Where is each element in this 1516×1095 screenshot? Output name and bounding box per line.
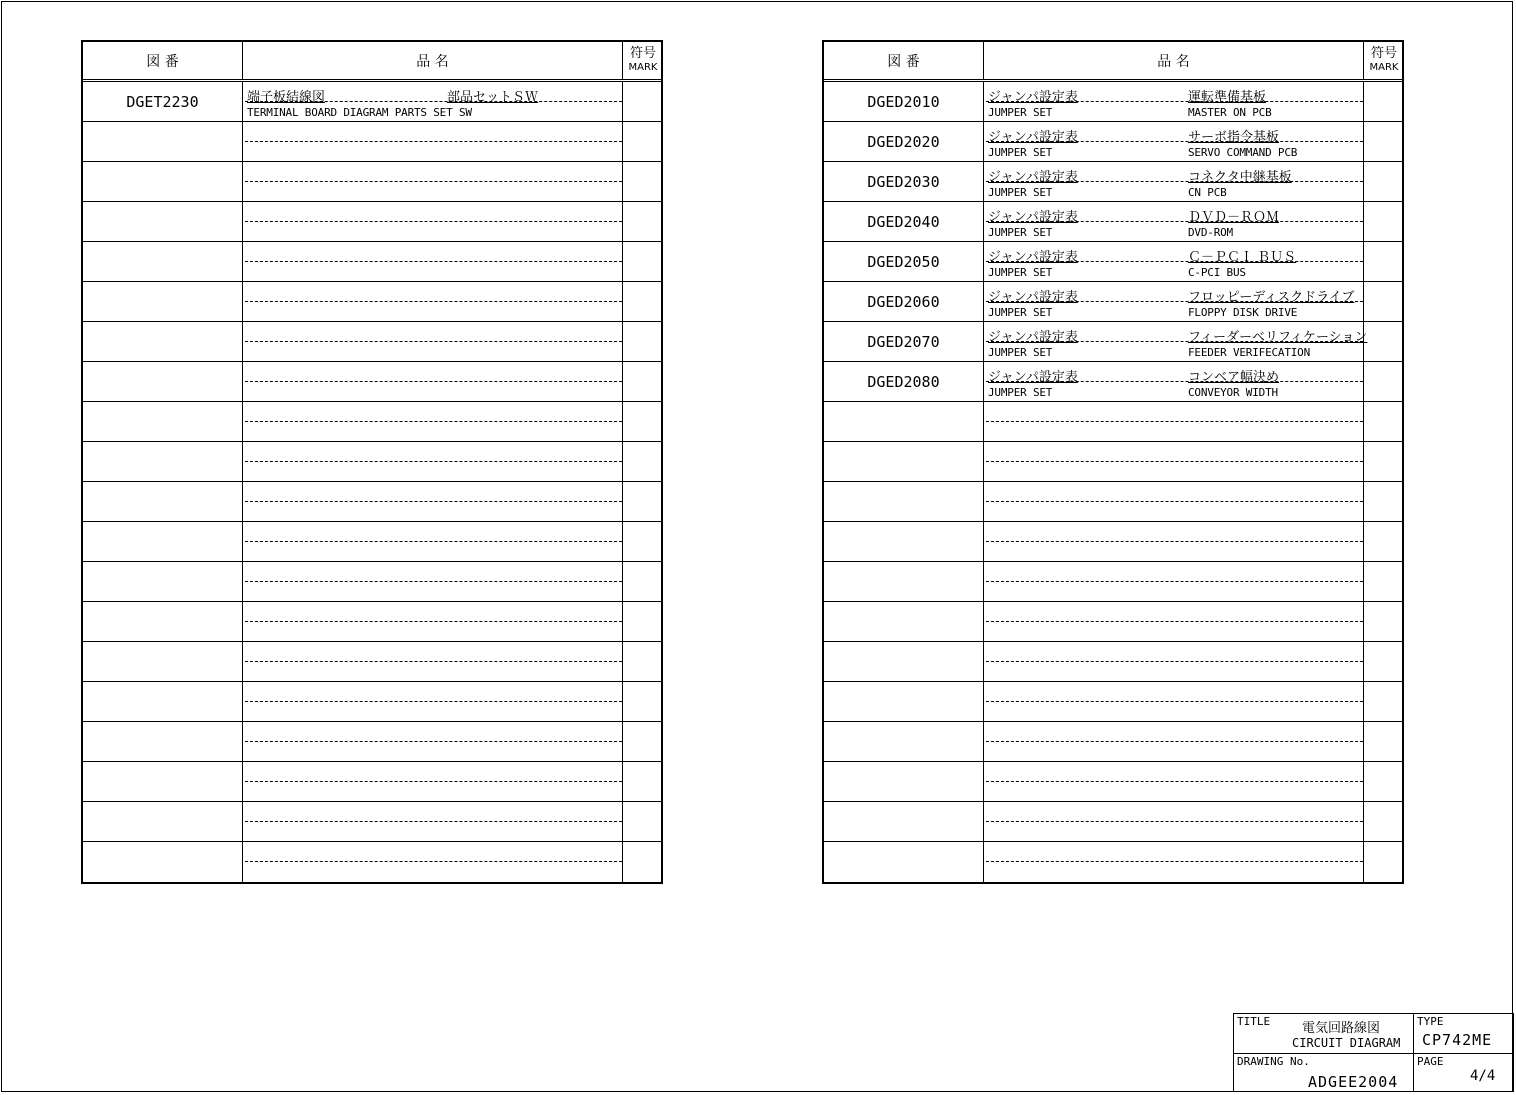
drawing-number-cell: DGED2050 [824,242,984,281]
table-row [824,482,1402,522]
drawing-number-cell [83,842,243,882]
mark-cell [623,442,663,481]
item-name-cell [984,282,1364,321]
dashed-guide-line [986,541,1363,542]
table-row [83,402,661,442]
item-name-en: JUMPER SET [988,146,1053,159]
drawing-number-cell [83,802,243,841]
mark-cell [1364,602,1404,641]
item-name-cell [243,722,623,761]
item-name-en-detail: FEEDER VERIFECATION [1188,346,1311,359]
dashed-guide-line [986,581,1363,582]
item-name-en: JUMPER SET [988,266,1053,279]
table-row [83,722,661,762]
header-mark-en: MARK [1369,62,1399,74]
mark-cell [1364,402,1404,441]
table-row [824,762,1402,802]
dashed-guide-line [245,741,622,742]
item-name-jp: ジャンパ設定表 [988,370,1078,385]
mark-cell [1364,442,1404,481]
item-name-cell [243,322,623,361]
left-drawing-list-table [81,40,663,884]
page-label: PAGE [1417,1055,1444,1068]
table-row [824,362,1402,402]
mark-cell [1364,322,1404,361]
item-name-jp: ジャンパ設定表 [988,250,1078,265]
item-name-cell [984,722,1364,761]
item-name-en: JUMPER SET [988,106,1053,119]
table-row [83,682,661,722]
item-name-cell [243,162,623,201]
mark-cell [623,202,663,241]
dashed-guide-line [986,501,1363,502]
item-name-en-detail: CONVEYOR WIDTH [1188,386,1278,399]
item-name-jp-detail: コンベア幅決め [1188,370,1280,385]
item-name-jp: 端子板結線図 [247,90,326,105]
item-name-cell [984,322,1368,361]
mark-cell [623,762,663,801]
drawing-number-cell [83,402,243,441]
drawing-number-cell [824,482,984,521]
drawing-no-label: DRAWING No. [1237,1055,1310,1068]
table-row [824,602,1402,642]
item-name-cell [243,482,623,521]
right-drawing-list-table [822,40,1404,884]
drawing-number-cell [83,722,243,761]
mark-cell [623,242,663,281]
item-name-jp: ジャンパ設定表 [988,170,1078,185]
table-row [824,82,1402,122]
drawing-number-cell [83,362,243,401]
mark-cell [1364,162,1404,201]
item-name-cell [243,562,623,601]
dashed-guide-line [986,821,1363,822]
title-jp: 電気回路線図 [1302,1021,1381,1036]
item-name-cell [243,402,623,441]
mark-cell [623,562,663,601]
dashed-guide-line [245,301,622,302]
mark-cell [1364,722,1404,761]
header-mark [623,42,663,79]
mark-cell [623,282,663,321]
table-row [824,522,1402,562]
header-name: 品 名 [243,42,623,79]
table-row [824,442,1402,482]
item-name-en-detail: SERVO COMMAND PCB [1188,146,1298,159]
table-header [83,42,661,82]
dashed-guide-line [245,621,622,622]
item-name-en: JUMPER SET [988,346,1053,359]
item-name-en-detail: MASTER ON PCB [1188,106,1272,119]
item-name-cell [984,242,1364,281]
drawing-number-cell: DGED2020 [824,122,984,161]
item-name-cell [984,82,1364,121]
table-row [824,802,1402,842]
drawing-number-cell [83,122,243,161]
item-name-jp-detail: サーボ指令基板 [1188,130,1280,145]
page-cell [1414,1054,1514,1092]
item-name-en: JUMPER SET [988,186,1053,199]
dashed-guide-line [986,861,1363,862]
item-name-cell [984,682,1364,721]
mark-cell [623,402,663,441]
drawing-number-cell [824,722,984,761]
table-row [83,482,661,522]
drawing-no-value: ADGEE2004 [1308,1073,1399,1091]
table-row [824,722,1402,762]
table-body [83,82,661,882]
item-name-en: JUMPER SET [988,386,1053,399]
item-name-cell [984,642,1364,681]
title-block [1233,1013,1514,1092]
mark-cell [623,322,663,361]
header-name: 品 名 [984,42,1364,79]
header-mark-en: MARK [628,62,658,74]
drawing-number-cell [83,682,243,721]
table-header [824,42,1402,82]
mark-cell [1364,642,1404,681]
dashed-guide-line [245,181,622,182]
table-row [83,362,661,402]
item-name-cell [243,602,623,641]
drawing-number-cell [83,602,243,641]
header-mark [1364,42,1404,79]
drawing-number-cell [824,762,984,801]
table-row [824,642,1402,682]
item-name-cell [984,122,1364,161]
table-row [83,842,661,882]
item-name-cell [243,282,623,321]
item-name-cell [243,362,623,401]
mark-cell [1364,682,1404,721]
item-name-cell [984,402,1364,441]
item-name-cell [243,522,623,561]
dashed-guide-line [986,741,1363,742]
item-name-cell [984,762,1364,801]
dashed-guide-line [986,421,1363,422]
mark-cell [1364,282,1404,321]
item-name-jp-detail: ＤＶＤ－ＲＯＭ [1188,210,1280,225]
item-name-en-detail: C-PCI BUS [1188,266,1246,279]
item-name-cell [243,242,623,281]
drawing-number-cell [83,562,243,601]
item-name-en: JUMPER SET [988,226,1053,239]
drawing-number-cell [824,802,984,841]
item-name-cell [243,122,623,161]
table-row [83,322,661,362]
table-row [824,402,1402,442]
dashed-guide-line [245,221,622,222]
drawing-number-cell: DGED2010 [824,82,984,121]
mark-cell [623,82,663,121]
drawing-number-cell [83,482,243,521]
drawing-number-cell: DGET2230 [83,82,243,121]
table-row [83,802,661,842]
table-row [83,762,661,802]
table-row [83,82,661,122]
dashed-guide-line [245,861,622,862]
item-name-jp: ジャンパ設定表 [988,130,1078,145]
mark-cell [623,602,663,641]
item-name-jp: ジャンパ設定表 [988,330,1078,345]
mark-cell [1364,202,1404,241]
item-name-jp-detail: フィーダーベリフィケーション [1188,330,1368,345]
item-name-cell [243,802,623,841]
mark-cell [623,642,663,681]
drawing-number-cell: DGED2030 [824,162,984,201]
table-row [824,682,1402,722]
dashed-guide-line [245,421,622,422]
item-name-cell [984,802,1364,841]
item-name-cell [243,202,623,241]
title-label: TITLE [1237,1015,1271,1028]
dashed-guide-line [986,661,1363,662]
dashed-guide-line [986,461,1363,462]
item-name-en: TERMINAL BOARD DIAGRAM PARTS SET SW [247,106,472,119]
drawing-number-cell [824,602,984,641]
mark-cell [1364,122,1404,161]
drawing-number-cell [83,762,243,801]
header-drawing-no: 図 番 [824,42,984,79]
item-name-jp: ジャンパ設定表 [988,90,1078,105]
item-name-cell [984,482,1364,521]
item-name-cell [243,842,623,882]
mark-cell [1364,362,1404,401]
mark-cell [1364,562,1404,601]
item-name-cell [984,362,1364,401]
item-name-en: JUMPER SET [988,306,1053,319]
item-name-jp-detail: コネクタ中継基板 [1188,170,1292,185]
type-cell [1414,1014,1514,1054]
dashed-guide-line [245,141,622,142]
item-name-cell [984,442,1364,481]
header-drawing-no: 図 番 [83,42,243,79]
mark-cell [623,682,663,721]
mark-cell [623,722,663,761]
drawing-number-cell [824,402,984,441]
page-value: 4/4 [1470,1068,1496,1084]
drawing-number-cell [824,642,984,681]
mark-cell [1364,82,1404,121]
drawing-number-cell: DGED2040 [824,202,984,241]
dashed-guide-line [986,701,1363,702]
item-name-jp-detail: 部品セットＳＷ [447,90,539,105]
dashed-guide-line [245,341,622,342]
table-row [824,842,1402,882]
mark-cell [1364,762,1404,801]
item-name-cell [984,602,1364,641]
item-name-jp: ジャンパ設定表 [988,210,1078,225]
item-name-en-detail: DVD-ROM [1188,226,1233,239]
dashed-guide-line [245,541,622,542]
table-body [824,82,1402,882]
dashed-guide-line [986,781,1363,782]
item-name-cell [243,442,623,481]
table-row [824,282,1402,322]
drawing-number-cell [83,242,243,281]
item-name-jp-detail: フロッピーディスクドライブ [1188,290,1355,305]
item-name-en-detail: CN PCB [1188,186,1227,199]
table-row [83,642,661,682]
mark-cell [623,362,663,401]
table-row [83,242,661,282]
table-row [83,602,661,642]
drawing-number-cell [83,442,243,481]
drawing-number-cell [824,562,984,601]
drawing-number-cell [83,642,243,681]
dashed-guide-line [245,501,622,502]
item-name-cell [984,162,1364,201]
drawing-number-cell [83,322,243,361]
table-row [83,522,661,562]
mark-cell [1364,522,1404,561]
table-row [824,562,1402,602]
dashed-guide-line [245,581,622,582]
drawing-number-cell: DGED2080 [824,362,984,401]
table-row [824,322,1402,362]
header-mark-jp: 符号 [629,46,656,62]
type-label: TYPE [1417,1015,1444,1028]
table-row [83,162,661,202]
table-row [824,122,1402,162]
mark-cell [623,842,663,882]
drawing-number-cell [824,682,984,721]
mark-cell [1364,802,1404,841]
dashed-guide-line [245,381,622,382]
dashed-guide-line [986,621,1363,622]
mark-cell [1364,242,1404,281]
table-row [83,282,661,322]
title-cell [1234,1014,1414,1054]
mark-cell [1364,842,1404,882]
table-row [83,562,661,602]
item-name-en-detail: FLOPPY DISK DRIVE [1188,306,1298,319]
item-name-jp-detail: 運転準備基板 [1188,90,1267,105]
table-row [824,202,1402,242]
mark-cell [1364,482,1404,521]
drawing-number-cell: DGED2070 [824,322,984,361]
table-row [83,442,661,482]
drawing-number-cell [83,162,243,201]
item-name-jp: ジャンパ設定表 [988,290,1078,305]
drawing-number-cell [83,522,243,561]
mark-cell [623,522,663,561]
drawing-no-cell [1234,1054,1414,1092]
item-name-cell [243,82,623,121]
drawing-number-cell [824,522,984,561]
table-row [83,202,661,242]
type-value: CP742ME [1422,1031,1493,1049]
item-name-cell [243,762,623,801]
dashed-guide-line [245,701,622,702]
dashed-guide-line [245,661,622,662]
drawing-number-cell [83,282,243,321]
drawing-number-cell [824,842,984,882]
mark-cell [623,122,663,161]
item-name-cell [984,562,1364,601]
dashed-guide-line [245,261,622,262]
table-row [824,242,1402,282]
drawing-number-cell [824,442,984,481]
item-name-jp-detail: Ｃ－ＰＣＩ ＢＵＳ [1188,250,1297,265]
item-name-cell [984,202,1364,241]
dashed-guide-line [245,821,622,822]
table-row [83,122,661,162]
item-name-cell [243,682,623,721]
table-row [824,162,1402,202]
mark-cell [623,802,663,841]
mark-cell [623,482,663,521]
item-name-cell [984,842,1364,882]
drawing-number-cell: DGED2060 [824,282,984,321]
header-mark-jp: 符号 [1370,46,1397,62]
dashed-guide-line [245,461,622,462]
drawing-number-cell [83,202,243,241]
title-en: CIRCUIT DIAGRAM [1292,1036,1401,1050]
dashed-guide-line [245,781,622,782]
item-name-cell [243,642,623,681]
mark-cell [623,162,663,201]
item-name-cell [984,522,1364,561]
